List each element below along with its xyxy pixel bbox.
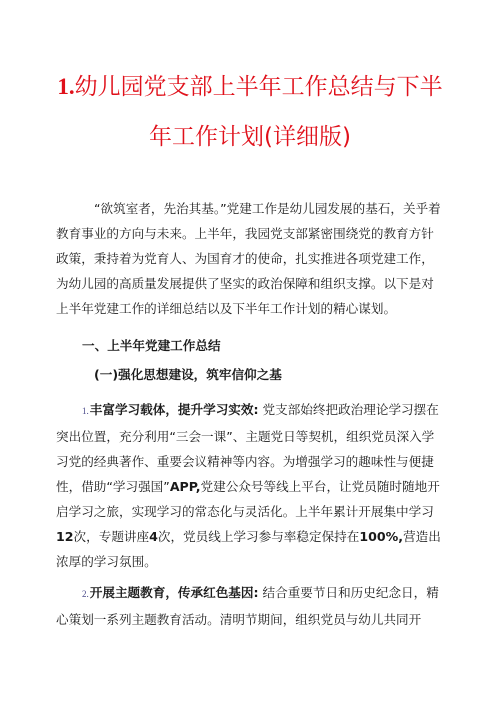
subsection-heading: (一)强化思想建设，筑牢信仰之基: [94, 367, 282, 382]
item-1-text-e: 营造出浓厚的学习氛围。: [56, 529, 441, 569]
item-2-number: 2.: [82, 589, 89, 599]
intro-paragraph: “欲筑室者，先治其基。”党建工作是幼儿园发展的基石，关乎着教育事业的方向与未来。上半年，我园党支部紧密围绕党的教育方针政策，秉持着为党育人、为国育才的使命，扎实推进各项党建工作，为幼儿园的高质量发展提供了坚实的政治保障和组织支撑。以下是对上半年党建工作的详细总结以及下半年工作计划的精心谋划。: [56, 201, 441, 316]
item-1-count-1: 12: [56, 529, 74, 544]
item-1-rate: 100%,: [359, 529, 404, 544]
item-1-number: 1.: [82, 406, 89, 416]
document-title-line-1: [40, 72, 460, 102]
item-2-paragraph: [56, 580, 446, 632]
item-1-text-a: 党支部始终把政治理论学习摆在突出位置，充分利用“三会一课”、主题党日等契机，组织党员深入学习党的经典著作、重要会议精神等内容。为增强学习的趣味性与便捷性，借助“学习强国”: [56, 402, 439, 494]
item-1-text-d: 次，党员线上学习参与率稳定保持在: [157, 529, 360, 544]
item-1-text-b: 党建公众号等线上平台，让党员随时随地开启学习之旅，实现学习的常态化与灵活化。上半年累计开展集中学习: [56, 479, 440, 519]
item-1-app: APP,: [169, 479, 201, 494]
item-1-heading: 丰富学习载体，提升学习实效:: [89, 402, 259, 417]
item-2-heading: 开展主题教育，传承红色基因:: [89, 585, 259, 600]
item-2-text: 结合重要节日和历史纪念日，精心策划一系列主题教育活动。清明节期间，组织党员与幼儿共同开: [56, 585, 439, 627]
title-number: 1.: [57, 74, 75, 99]
section-heading: 一、上半年党建工作总结: [82, 338, 221, 353]
item-1-count-2: 4: [149, 529, 158, 544]
document-title-line-2: 年工作计划(详细版): [149, 124, 351, 150]
item-1-paragraph: [56, 397, 446, 574]
item-1-text-c: 次，专题讲座: [73, 529, 150, 544]
title-text-1: 幼儿园党支部上半年工作总结与下半: [74, 74, 443, 100]
